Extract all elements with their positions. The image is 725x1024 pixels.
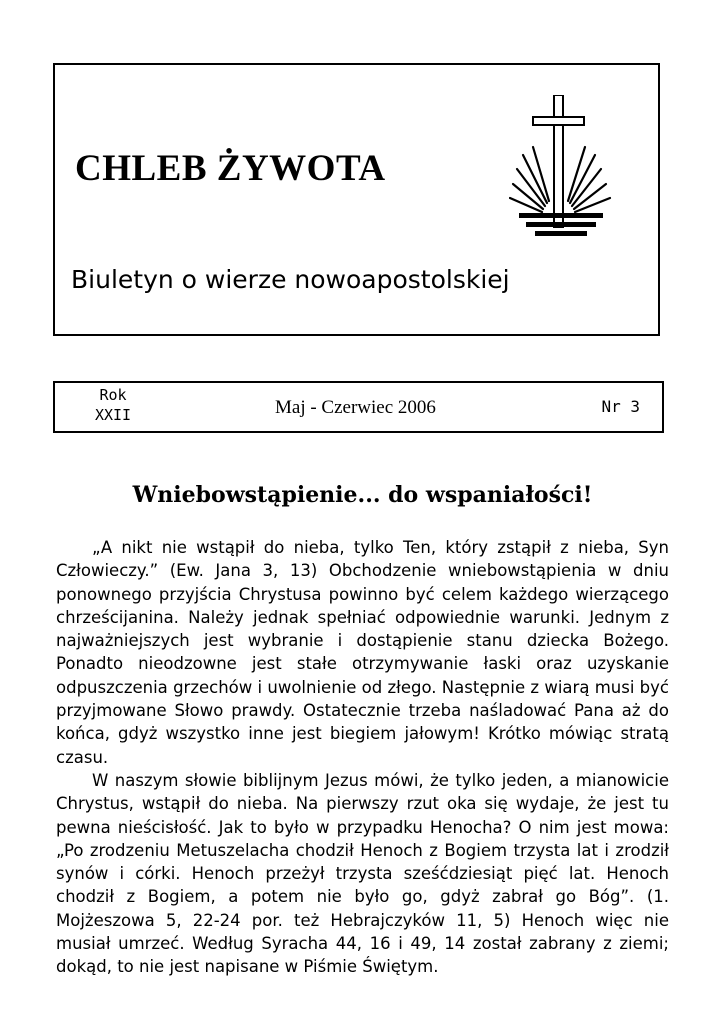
article-body [56, 536, 669, 979]
issue-year-block [83, 385, 143, 425]
masthead-box [53, 63, 660, 336]
cross-sunrise-icon [509, 95, 613, 241]
issue-date: Maj - Czerwiec 2006 [275, 397, 436, 418]
article-paragraph: W naszym słowie biblijnym Jezus mówi, że tylko jeden, a mianowicie Chrystus, wstąpił do nieba. Na pierwszy rzut oka się wydaje, że jest tu pewna nieścisłość. Jak to było w przypadku Henocha? O nim jest mowa: „Po zrodzeniu Metuszelacha chodził Henoch z Bogiem trzysta lat i zrodził synów i córki. Henoch przeżył trzysta sześćdziesiąt pięć lat. Henoch chodził z Bogiem, a potem nie było go, gdyż zabrał go Bóg”. (1. Mojżeszowa 5, 22-24 por. też Hebrajczyków 11, 5) Henoch więc nie musiał umrzeć. Według Syracha 44, 16 i 49, 14 został zabrany z ziemi; dokąd, to nie jest napisane w Piśmie Świętym. [56, 770, 669, 977]
issue-number: Nr 3 [601, 397, 640, 416]
bulletin-subtitle: Biuletyn o wierze nowoapostolskiej [71, 265, 510, 294]
issue-year-label: Rok [99, 386, 127, 404]
bulletin-title: CHLEB ŻYWOTA [75, 148, 386, 189]
article-heading: Wniebowstąpienie... do wspaniałości! [132, 482, 593, 508]
article-paragraph: „A nikt nie wstąpił do nieba, tylko Ten, który zstąpił z nieba, Syn Człowieczy.” (Ew. Jana 3, 13) Obchodzenie wniebowstąpienia w dniu ponownego przyjścia Chrystusa powinno być celem każdego wierzącego chrześcijanina. Należy jednak spełniać odpowiednie warunki. Jednym z najważniejszych jest wybranie i dostąpienie stanu dziecka Bożego. Ponadto nieodzowne jest stałe otrzymywanie łaski oraz uzyskanie odpuszczenia grzechów i uwolnienie od złego. Następnie z wiarą musi być przyjmowane Słowo prawdy. Ostatecznie trzeba naśladować Pana aż do końca, gdyż wszystko inne jest biegiem jałowym! Krótko mówiąc stratą czasu. [56, 538, 669, 767]
issue-info-bar [53, 381, 664, 433]
issue-year-value: XXII [94, 406, 132, 424]
